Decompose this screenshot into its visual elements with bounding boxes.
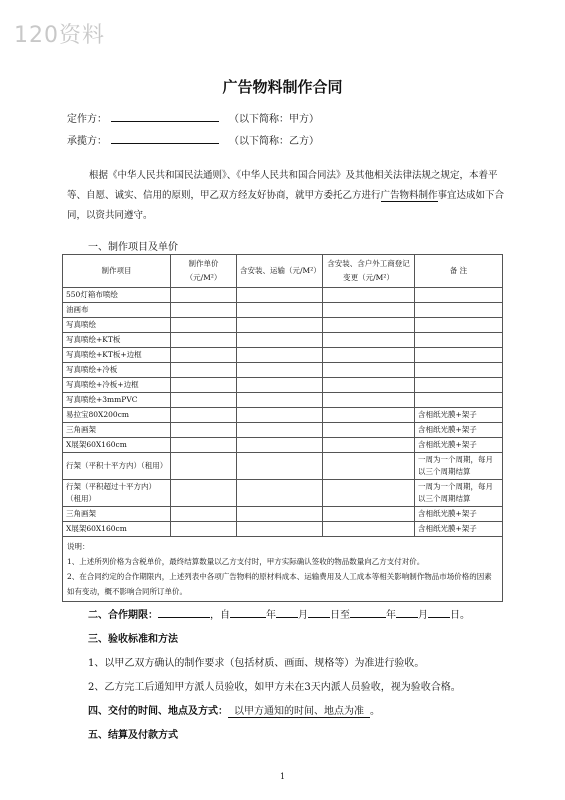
price-cell [237, 348, 323, 363]
table-row [63, 408, 503, 423]
price-cell [237, 522, 323, 537]
blank [350, 607, 386, 618]
price-cell [171, 348, 237, 363]
table-row [63, 363, 503, 378]
table-row [63, 507, 503, 522]
party-a-blank [111, 111, 219, 122]
note-cell: 含相纸光膜+架子 [415, 423, 503, 438]
item-name-cell: 三角画架 [63, 507, 171, 522]
section-4-line [88, 702, 380, 717]
s2-text: 日至 [330, 610, 350, 621]
blank [428, 607, 450, 618]
note-cell [415, 318, 503, 333]
price-cell [237, 378, 323, 393]
price-cell [237, 393, 323, 408]
notes-cell [63, 537, 503, 602]
price-cell [171, 480, 237, 507]
intro-text-1: 根据《中华人民共和国民法通则》、《中华人民共和国合同法》及其他相关法律法规之规定，本着平等、自愿、诚实、信用的原则，甲乙双方经友好协商，就甲方委托乙方进行 [67, 170, 498, 201]
table-row [63, 288, 503, 303]
price-cell [323, 363, 415, 378]
section-3-heading: 三、验收标准和方法 [88, 634, 178, 645]
table-header-row [63, 255, 503, 288]
table-row [63, 453, 503, 480]
item-name-cell: 写真喷绘 [63, 318, 171, 333]
s2-text: 月 [418, 610, 428, 621]
note-cell: 含相纸光膜+架子 [415, 507, 503, 522]
price-cell [323, 423, 415, 438]
price-cell [171, 363, 237, 378]
header-unit-price: 制作单价（元/M²） [171, 255, 237, 288]
price-cell [171, 288, 237, 303]
note-cell [415, 348, 503, 363]
price-cell [237, 333, 323, 348]
section-2-line [88, 606, 470, 621]
price-cell [237, 438, 323, 453]
blank [308, 607, 330, 618]
watermark: 120资料 [14, 23, 105, 48]
party-a-label: 定作方： [67, 114, 107, 125]
price-cell [171, 423, 237, 438]
blank [158, 607, 210, 618]
price-cell [323, 522, 415, 537]
price-cell [323, 507, 415, 522]
s2-text: 年 [266, 610, 276, 621]
price-cell [323, 393, 415, 408]
price-cell [323, 303, 415, 318]
notes-row [63, 537, 503, 602]
price-cell [323, 348, 415, 363]
price-cell [237, 408, 323, 423]
price-cell [237, 318, 323, 333]
note-text: 1、上述所列价格为含税单价，最终结算数量以乙方支付时，甲方实际确认签收的物品数量向乙方支付对价。 [67, 557, 425, 566]
price-cell [171, 507, 237, 522]
table-row [63, 393, 503, 408]
note-cell [415, 333, 503, 348]
table-row [63, 480, 503, 507]
header-item: 制作项目 [63, 255, 171, 288]
item-name-cell: 行架（平积超过十平方内）（租用） [63, 480, 171, 507]
party-b-blank [111, 133, 219, 144]
table-row [63, 423, 503, 438]
s2-text: 年 [386, 610, 396, 621]
price-cell [323, 318, 415, 333]
price-cell [171, 408, 237, 423]
item-name-cell: 写真喷绘+KT板 [63, 333, 171, 348]
item-name-cell: 写真喷绘+3mmPVC [63, 393, 171, 408]
item-name-cell: 写真喷绘+冷板+边框 [63, 378, 171, 393]
price-cell [171, 333, 237, 348]
table-row [63, 348, 503, 363]
price-cell [237, 363, 323, 378]
party-b-line [67, 132, 319, 147]
item-name-cell: 550灯箱布喷绘 [63, 288, 171, 303]
table-row [63, 333, 503, 348]
note-cell [415, 393, 503, 408]
note-cell [415, 363, 503, 378]
price-cell [171, 378, 237, 393]
price-cell [323, 408, 415, 423]
items-table [62, 254, 503, 602]
section-1-heading: 一、制作项目及单价 [88, 242, 178, 253]
note-cell: 含相纸光膜+架子 [415, 438, 503, 453]
party-b-suffix: （以下简称：乙方） [229, 136, 319, 147]
document-title: 广告物料制作合同 [222, 78, 343, 96]
page-number: 1 [279, 772, 286, 781]
price-cell [171, 393, 237, 408]
price-cell [171, 318, 237, 333]
price-cell [237, 423, 323, 438]
table-row [63, 378, 503, 393]
price-cell [323, 378, 415, 393]
section-4-end: 。 [370, 706, 380, 717]
section-3-item-2: 2、乙方完工后通知甲方派人员验收，如甲方未在3天内派人员验收，视为验收合格。 [88, 682, 461, 693]
intro-text-2: 事宜达成如下合同，以资共同遵守。 [67, 190, 505, 221]
item-name-cell: 三角画架 [63, 423, 171, 438]
intro-fill: 广告物料制作 [380, 190, 438, 201]
item-name-cell: X展架60X160cm [63, 522, 171, 537]
price-cell [237, 303, 323, 318]
section-2-label: 二、合作期限： [88, 610, 158, 621]
section-5-heading: 五、结算及付款方式 [88, 730, 178, 741]
note-text: 2、在合同约定的合作期限内，上述列表中各项广告物料的原材料成本、运输费用及人工成本等相关影响制作物品市场价格的因素如有变动，概不影响合同所订单价。 [67, 572, 492, 596]
blank [230, 607, 266, 618]
price-cell [323, 480, 415, 507]
item-name-cell: 油画布 [63, 303, 171, 318]
price-cell [171, 303, 237, 318]
note-cell: 含相纸光膜+架子 [415, 408, 503, 423]
intro-paragraph [67, 166, 507, 226]
notes-title: 说明： [67, 542, 90, 551]
item-name-cell: 行架（平积十平方内）（租用） [63, 453, 171, 480]
note-cell: 一周为一个周期，每月以三个周期结算 [415, 480, 503, 507]
item-name-cell: 写真喷绘+冷板 [63, 363, 171, 378]
table-row [63, 438, 503, 453]
price-cell [171, 522, 237, 537]
table-row [63, 318, 503, 333]
price-cell [237, 288, 323, 303]
item-name-cell: 写真喷绘+KT板+边框 [63, 348, 171, 363]
header-with-install: 含安装、运输（元/M²） [237, 255, 323, 288]
price-cell [171, 438, 237, 453]
price-cell [237, 480, 323, 507]
note-cell [415, 303, 503, 318]
note-cell: 一周为一个周期，每月以三个周期结算 [415, 453, 503, 480]
note-cell [415, 288, 503, 303]
section-4-fill: 以甲方通知的时间、地点为准 [228, 706, 370, 718]
header-notes: 备 注 [415, 255, 503, 288]
s2-text: ，自 [210, 610, 230, 621]
s2-text: 月 [298, 610, 308, 621]
s2-text: 日。 [450, 610, 470, 621]
price-cell [323, 438, 415, 453]
price-cell [323, 453, 415, 480]
price-cell [323, 333, 415, 348]
party-a-line [67, 110, 319, 125]
table-row [63, 303, 503, 318]
item-name-cell: X展架60X160cm [63, 438, 171, 453]
header-with-registration: 含安装、含户外工商登记变更（元/M²） [323, 255, 415, 288]
blank [276, 607, 298, 618]
party-b-label: 承揽方： [67, 136, 107, 147]
price-cell [323, 288, 415, 303]
section-3-item-1: 1、以甲乙双方确认的制作要求（包括材质、画面、规格等）为准进行验收。 [88, 658, 425, 669]
price-cell [237, 507, 323, 522]
note-cell: 含相纸光膜+架子 [415, 522, 503, 537]
item-name-cell: 易拉宝80X200cm [63, 408, 171, 423]
price-cell [171, 453, 237, 480]
note-cell [415, 378, 503, 393]
section-4-label: 四、交付的时间、地点及方式： [88, 706, 228, 717]
price-cell [237, 453, 323, 480]
blank [396, 607, 418, 618]
table-row [63, 522, 503, 537]
party-a-suffix: （以下简称：甲方） [229, 114, 319, 125]
